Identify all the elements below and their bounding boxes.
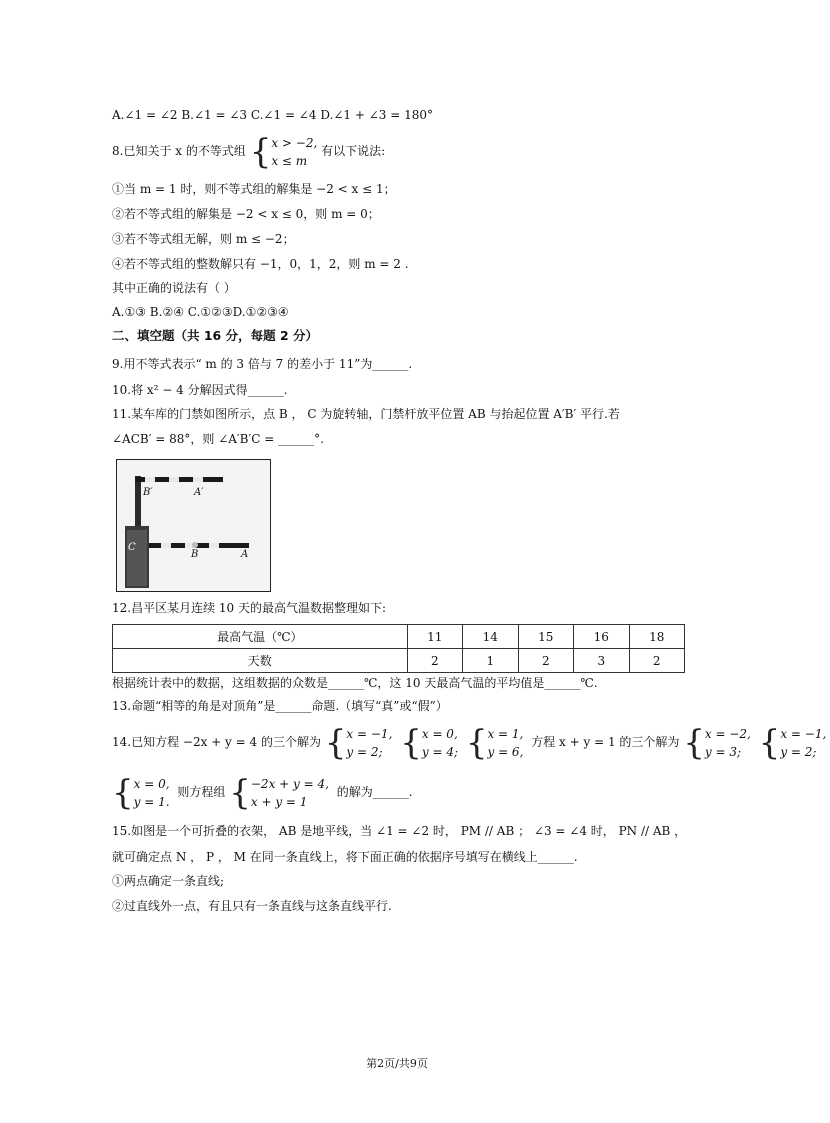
table-cell: 18 (629, 625, 685, 649)
q12-intro: 12.昌平区某月连续 10 天的最高气温数据整理如下: (112, 601, 387, 615)
eq-line: x = 0, (421, 726, 458, 741)
q14-solution-5: { x = −1, y = 2; (758, 722, 827, 763)
q14-part1: 14.已知方程 −2x + y = 4 的三个解为 (112, 735, 321, 749)
q11-line2: ∠ACB′ = 88°，则 ∠A′B′C = ______°. (112, 432, 324, 446)
table-row (113, 649, 685, 673)
q9: 9.用不等式表示“ m 的 3 倍与 7 的差小于 11”为______. (112, 357, 413, 371)
label-a: A (241, 549, 249, 560)
q14-line1 (112, 722, 830, 762)
q14-solution-1: { x = −1, y = 2; (324, 722, 393, 763)
q14-solution-3: { x = 1, y = 6, (465, 722, 524, 763)
q14-part2: 方程 x + y = 1 的三个解为 (531, 735, 680, 749)
label-c: C (128, 542, 136, 553)
q8-statement-1: ①当 m = 1 时，则不等式组的解集是 −2 < x ≤ 1； (112, 182, 396, 196)
table-row-header: 最高气温（℃） (113, 625, 408, 649)
table-cell: 15 (518, 625, 573, 649)
q8-intro: 8.已知关于 x 的不等式组 (112, 144, 246, 158)
q7-options: A.∠1 = ∠2 B.∠1 = ∠3 C.∠1 = ∠4 D.∠1 + ∠3 = 180° (112, 108, 433, 122)
barrier-gate-figure (116, 459, 271, 592)
q11-line1: 11.某车库的门禁如图所示，点 B ， C 为旋转轴，门禁杆放平位置 AB 与抬起位置 A′B′ 平行.若 (112, 407, 620, 421)
q8-stem (112, 133, 385, 170)
q8-sys-line2: x ≤ m (271, 153, 308, 168)
label-b-prime: B′ (143, 487, 153, 498)
eq-line: −2x + y = 4, (250, 776, 329, 791)
q8-options: A.①③ B.②④ C.①②③D.①②③④ (112, 305, 289, 319)
q8-sys-line1: x > −2, (271, 135, 318, 150)
table-row-header: 天数 (113, 649, 408, 673)
q8-inequality-system: { x > −2, x ≤ m (249, 131, 318, 172)
table-cell: 2 (407, 649, 462, 673)
q15-line1: 15.如图是一个可折叠的衣架， AB 是地平线，当 ∠1 = ∠2 时， PM // AB ； ∠3 = ∠4 时， PN // AB ， (112, 824, 687, 838)
table-cell: 16 (574, 625, 629, 649)
q14-line2 (112, 772, 413, 812)
q14-equation-system: { −2x + y = 4, x + y = 1 (229, 772, 329, 813)
q8-statement-4: ④若不等式组的整数解只有 −1，0，1，2，则 m = 2 . (112, 257, 409, 271)
eq-line: x = 0, (133, 776, 170, 791)
q8-statement-3: ③若不等式组无解，则 m ≤ −2； (112, 232, 295, 246)
eq-line: x = −1, (346, 726, 393, 741)
q13: 13.命题“相等的角是对顶角”是______命题.（填写“真”或“假”） (112, 699, 448, 713)
q12-after: 根据统计表中的数据，这组数据的众数是______℃，这 10 天最高气温的平均值是______℃. (112, 676, 598, 690)
q8-intro-b: 有以下说法: (321, 144, 386, 158)
barrier-gate-diagram (117, 460, 270, 591)
eq-line: x + y = 1 (250, 794, 308, 809)
label-a-prime: A′ (194, 487, 204, 498)
table-cell: 14 (463, 625, 518, 649)
q8-statement-2: ②若不等式组的解集是 −2 < x ≤ 0，则 m = 0； (112, 207, 380, 221)
q14-part3: 则方程组 (177, 785, 226, 799)
eq-line: x = −2, (704, 726, 751, 741)
table-row (113, 625, 685, 649)
q14-solution-6: { x = 0, y = 1. (112, 772, 170, 813)
eq-line: y = 2; (780, 744, 817, 759)
q10: 10.将 x² − 4 分解因式得______. (112, 383, 288, 397)
eq-line: y = 2; (346, 744, 383, 759)
eq-line: y = 4; (421, 744, 458, 759)
q14-solution-4: { x = −2, y = 3; (683, 722, 751, 763)
q15-option-2: ②过直线外一点，有且只有一条直线与这条直线平行. (112, 899, 392, 913)
table-cell: 2 (518, 649, 573, 673)
temperature-table (112, 624, 685, 673)
table-cell: 11 (407, 625, 462, 649)
table-cell: 3 (574, 649, 629, 673)
eq-line: x = −1, (780, 726, 827, 741)
q8-ask: 其中正确的说法有（ ） (112, 281, 236, 295)
table-cell: 1 (463, 649, 518, 673)
q15-option-1: ①两点确定一条直线; (112, 874, 225, 888)
label-b: B (191, 549, 199, 560)
q14-solution-2: { x = 0, y = 4; (400, 722, 458, 763)
table-cell: 2 (629, 649, 685, 673)
eq-line: y = 3; (704, 744, 742, 759)
q14-part4: 的解为______. (336, 785, 413, 799)
eq-line: y = 1. (133, 794, 170, 809)
q15-line2: 就可确定点 N ， P ， M 在同一条直线上，将下面正确的依据序号填写在横线上______. (112, 850, 578, 864)
eq-line: x = 1, (487, 726, 524, 741)
eq-line: y = 6, (487, 744, 524, 759)
page-footer: 第2页/共9页 (366, 1057, 428, 1070)
section-title: 二、填空题（共 16 分，每题 2 分） (112, 328, 319, 343)
